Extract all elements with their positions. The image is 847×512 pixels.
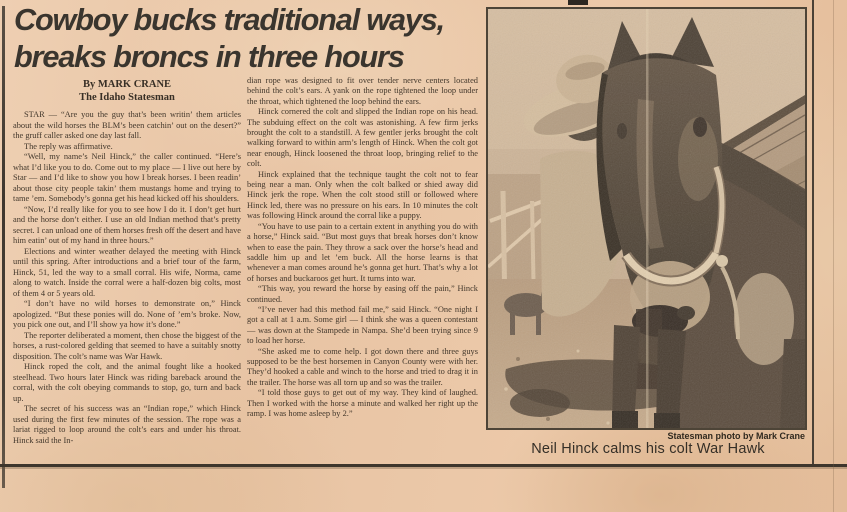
article-paragraph: “I don’t have no wild horses to demonstrate on,” Hinck apologized. “But these ponies will do. None of ’em’s broke. Now, you pick one out, and I’ll show ya how it’s done.” — [13, 299, 241, 329]
headline-line-1: Cowboy bucks traditional ways, — [14, 2, 444, 37]
article-paragraph: “Now, I’d really like for you to see how I do it. I don’t get hurt and the horse don’t either. I use an old Indian method that’s pretty secret. I can unload one of them horses fresh off the desert and have him eatin’ out of my hand in three hours.” — [13, 204, 241, 245]
halftone-grain — [488, 9, 805, 428]
article-paragraph: The reporter deliberated a moment, then chose the biggest of the horses, a rust-colored gelding that seemed to have a suitably snotty disposition. The colt’s name was War Hawk. — [13, 330, 241, 361]
right-column-rule — [812, 0, 814, 466]
article-paragraph: Hinck cornered the colt and slipped the Indian rope on his head. The subduing effect on the colt was astonishing. A few firm jerks brought the colt to a standstill. A few gentler jerks brought the colt walking forward to within arm’s length of Hinck. When the colt got near enough, Hinck loosened the throat loop, bringing relief to the colt. — [247, 107, 478, 169]
byline-author: By MARK CRANE — [82, 79, 172, 90]
article-paragraph: STAR — “Are you the guy that’s been writin’ them articles about the wild horses the BLM’s been catchin’ out on the desert?” the gruff caller asked one day last fall. — [13, 110, 241, 140]
article-paragraph: Hinck explained that the technique taught the colt not to fear being near a man. Only when the colt balked or shied away did Hinck jerk the rope. When the colt stood still or followed where Hinck led, there was no pressure on his ears. In 10 minutes the colt was following Hinck around the corral like a puppy. — [247, 169, 478, 221]
headline-line-2: breaks broncs in three hours — [14, 39, 404, 74]
clipping-left-edge — [2, 6, 5, 488]
article-paragraph: “Well, my name’s Neil Hinck,” the caller continued. “Here’s what I’d like you to do. Come out to my place — I live out here by Star — and I’d like to show you how I break horses. I been readin’ about those city people takin’ them mustangs home and trying to tame ’em. Somebody’s gonna get his head kicked off his shoulders. — [13, 152, 241, 203]
byline-publication: The Idaho Statesman — [79, 91, 175, 103]
paper-fold-line — [833, 0, 834, 512]
article-paragraph: “This way, you reward the horse by easing off the pain,” Hinck continued. — [247, 284, 478, 304]
news-photo-illustration — [488, 9, 805, 428]
column-2-paragraphs — [247, 76, 478, 419]
article-paragraph: “I told those guys to get out of my way. They kind of laughed. Then I worked with the horse a minute and walked her right up the ramp. I was home asleep by 2.” — [247, 388, 478, 418]
news-photo — [486, 7, 807, 430]
article-column-1 — [13, 79, 241, 462]
article-paragraph: The secret of his success was an “Indian rope,” which Hinck used during the first few minutes of the session. The rope was a lariat rigged to loop around the colt’s ears and under his throat. Hinck said the In- — [13, 404, 241, 445]
bottom-rule — [0, 464, 847, 467]
column-1-paragraphs — [13, 110, 241, 446]
article-paragraph: “You have to use pain to a certain extent in anything you do with a horse,” Hinck said. “But most guys that break horses don’t know when to ease the pain. They throw a sack over the horse’s head and saddle him up and let ’em buck. All the horse learns is that whenever a man comes around he’s gonna get hurt. That’s why a lot of horses and buckaroos get hurt. It turns into war. — [247, 221, 478, 283]
article-paragraph: “She asked me to come help. I got down there and three guys supposed to be the best horsemen in Canyon County were with her. They’d hooked a cable and winch to the horse and tried to drag it in the trailer. The horse was all torn up and so was the trailer. — [247, 346, 478, 387]
top-ink-mark — [568, 0, 588, 5]
article-column-2 — [247, 76, 478, 463]
article-paragraph: dian rope was designed to fit over tender nerve centers located behind the colt’s ears. A yank on the rope tightened the loop under the throat, which tightened the loop behind the ears. — [247, 76, 478, 106]
byline — [13, 79, 241, 104]
article-paragraph: The reply was affirmative. — [24, 141, 113, 151]
photo-caption: Neil Hinck calms his colt War Hawk — [531, 441, 765, 457]
article-paragraph: Hinck roped the colt, and the animal fought like a hooked steelhead. Two hours later Hinck was riding bareback around the corral, with the colt obeying commands to stop, go, turn and back up. — [13, 362, 241, 403]
article-paragraph: “I’ve never had this method fail me,” said Hinck. “One night I got a call at 1 a.m. Some girl — I think she was a queen contestant — was down at the Stampede in Nampa. She’d been trying since 9 to load her horse. — [247, 304, 478, 346]
photo-credit: Statesman photo by Mark Crane — [667, 431, 805, 441]
article-paragraph: Elections and winter weather delayed the meeting with Hinck until this spring. After introductions and a brief tour of the farm, Hinck, 51, led the way to a small corral. His wife, Norma, came along to watch. Inside the corral were a half-dozen big colts, most of them 4 or 5 years old. — [13, 246, 241, 298]
headline — [14, 1, 484, 75]
